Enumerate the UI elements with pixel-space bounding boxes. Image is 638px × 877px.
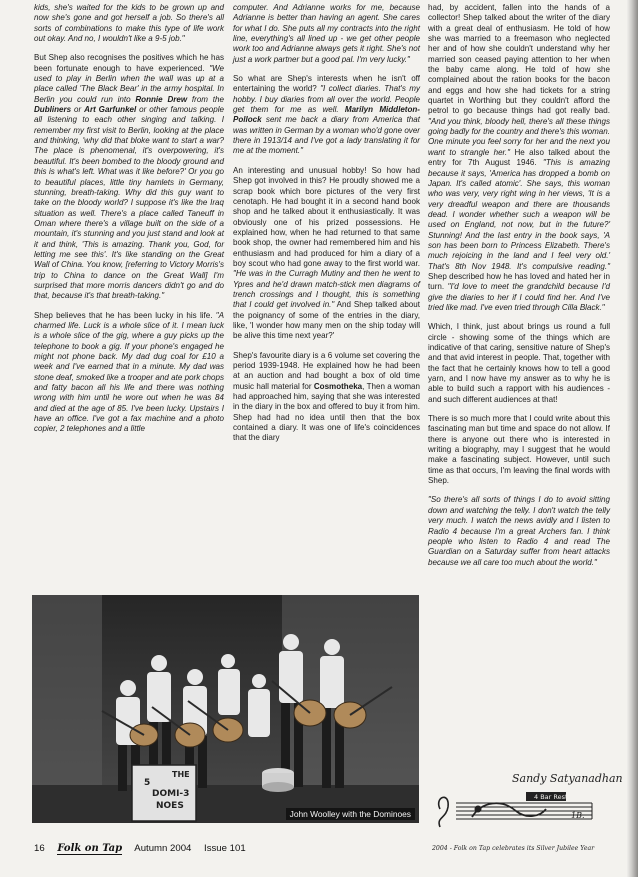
person-name: Art Garfunkel (84, 105, 137, 115)
paragraph: Which, I think, just about brings us round a full circle - showing some of the things which are indicative of that caring, sensitive nature of Shep's and that avid interest in people. That, together with the fact that he certainly knows how to tell a good yarn, and I now have my answer as to why he is able to build such a rapport with his audiences - and such different audiences at that! (428, 322, 610, 404)
person-name: Marilyn Middleton-Pollock (233, 105, 420, 125)
band-photo-image (32, 595, 419, 823)
paragraph: There is so much more that I could write about this fascinating man but time and space do not allow. If there is anyone out there who is interested in writing a biography, may I suggest that he would make a fascinating subject. However, until such time as that occurs, I'm leaving the final words with Shep. (428, 414, 610, 486)
page-number: 16 (34, 843, 45, 854)
paragraph: Shep's favourite diary is a 6 volume set covering the period 1939-1948. He explained how he had been at an auction and had bought a box of old time music hall material for Cosmotheka, Then a woman had approached him, saying that she was interested in the diary in the box and offered to buy it from him. Shep had had no idea until then that the box contained a diary. It was one of life's coincidences that the diary (233, 350, 420, 443)
issue-number: Issue 101 (204, 843, 246, 854)
band-name: Dubliners (34, 105, 72, 115)
music-staff-doodle (432, 787, 602, 831)
paragraph: kids, she's waited for the kids to be grown up and now she's gone and got herself a job. So there's all sorts of combinations to make this type of life work out okay. And no, I wouldn't like a 9-5 job." (34, 3, 224, 44)
doodle-label: 1B. (571, 811, 585, 820)
issue-season: Autumn 2004 (134, 843, 192, 854)
drum-box-text: THE (172, 770, 190, 779)
page-binding-edge (627, 0, 638, 877)
paragraph: An interesting and unusual hobby! So how had Shep got involved in this? He proudly showed me a scrap book which bore pictures of the very first cenotaph. He had bought it in a second hand book shop and he talked about it enthusiastically. It was obviously one of his prized possessions. He explained how, when he had returned to that same book shop, the owner had remembered him and his enthusiasm and had produced for him a diary of a boy scout who had gone away to the first world war. "He was in the Curragh Mutiny and then he went to Ypres and he'd drawn match-stick men diagrams of trench crossings and I thought, this is something that I could get involved in." And Shep talked about the poignancy of some of the entries in the diary, like, 'I wonder how many men on the ship today will be alive this time next year?' (233, 165, 420, 341)
page-footer (34, 843, 256, 855)
drum-box-text: DOMI-3 (152, 789, 190, 799)
person-name: Ronnie Drew (135, 94, 188, 104)
drum-box-text: 5 (144, 778, 151, 788)
paragraph: But Shep also recognises the positives which he has been fortunate enough to have experienced. "We used to play in Berlin when the wall was up at a place called 'The Black Bear' in the army hospital. In Berlin you could run into Ronnie Drew from the Dubliners or Art Garfunkel or other famous people all listening to each other singing and talking. I remember my first visit to Berlin, looking at the place and thinking, 'why did that bloke want to start a war? The place is phenomenal, it's overpowering, it's beautiful. It's been bombed to the bloody ground and this is what's left. What was it like before?' Or you go to beautiful places, little tiny hamlets in Germany, stunning, breath-taking. Why did this guy want to take on the bloody world? I suppose it's like the Iraq situation as well. There's a place called Taneuff in Oman where there's a village built on the side of a mountain, it's stunning and you just stand and look at it and think, 'This is amazing. Thank you, God, for letting me see this'. It's like standing on the Great Wall of China. You know, [referring to Victory Morris's trip to China to dance on the Great Wall] I'm surprised that more morris dancers didn't go and do that, because it's that breath-taking." (34, 53, 224, 301)
jubilee-banner: 2004 - Folk on Tap celebrates its Silver Jubilee Year (432, 845, 595, 852)
paragraph: So what are Shep's interests when he isn't off entertaining the world? "I collect diaries. That's my hobby. I buy diaries from all over the world. People get them for me as well. Marilyn Middleton-Pollock sent me back a diary from America that was written in German by a woman who'd gone over there in 1913/14 and I've got a lady translating it for me at the moment." (233, 74, 420, 156)
article-column-2 (233, 3, 420, 453)
paragraph: had, by accident, fallen into the hands of a collector! Shep talked about the writer of the diary with a great deal of enthusiasm. He told of how she was married to a freemason who neglected her and of how she couldn't understand why her married son ceased paying attention to her when the baby came along. He told of how she complained about the ration books for the bacon and eggs and how she had tickets for a string quartet in Worthing but they couldn't afford the petrol to go because things had got really bad. "And you think, bloody hell, there's all these things going badly for the country and there's this woman. One minute you feel sorry for her and the next you want to strangle her." He also talked about the entry for 7th August 1946. "This is amazing because it says, 'America has dropped a bomb on Japan. It's called atomic'. She says, this woman who was very, very right wing in her views, 'It is a very dreadful weapon and there are thousands dead. I wonder whether such a weapon will be used on England, not now, but in the future?' Stunning! And the last entry in the book says, 'A son has been born to Princess Elizabeth. There's much rejoicing in the land and I feel very old.' That's 8th Nov 1948. It's compulsive reading." Shep described how he has loved and hated her in turn. "I'd love to meet the grandchild because I'd give the diaries to her if I could find her. And I've tried like mad. I've even tried through Cilla Black." (428, 3, 610, 312)
act-name: Cosmotheka (313, 381, 363, 391)
article-column-1 (34, 3, 224, 444)
band-photo (32, 595, 419, 823)
article-column-3 (428, 3, 610, 577)
paragraph: computer. And Adrianne works for me, because Adrianne is better than having an agent. She cares for what I do. She puts all my contracts into the right line, everything's all lined up - we get other people work too and Adrianne always gets it right. She's not just a work partner but a good pal. I'm very lucky." (233, 3, 420, 64)
drum-box (132, 765, 196, 821)
closing-quote: "So there's all sorts of things I do to avoid sitting down and watching the telly. I don't watch the telly very much. I watch the news avidly and I listen to Radio 4 because I'm a great Archers fan. I think people who listen to Radio 4 and read The Guardian on a Saturday suffer from heart attacks because we all care too much about the world." (428, 495, 610, 567)
author-signature: Sandy Satyanadhan (512, 772, 623, 785)
doodle-label: 4 Bar Rest (534, 793, 568, 801)
paragraph: Shep believes that he has been lucky in his life. "A charmed life. Luck is a whole slice of it. I mean luck is a whole slice of the gig, where a guy picks up the telephone to book a gig. If your phone's engaged he might not phone back. My dad dug coal for £10 a week and I've earned that in a minute. My dad was stone deaf, smoked like a trooper and ate pork chops and fatty bacon all his life and there was nothing wrong with him until he wore out when he was 84 and died at the age of 85. I've been lucky. Upstairs I have an office. I've got a fax machine and a photo copier, 2 telephones and a little (34, 310, 224, 434)
drum-box-text: NOES (156, 801, 184, 811)
photo-caption: John Woolley with the Dominoes (286, 808, 415, 820)
magazine-logo: Folk on Tap (57, 843, 123, 854)
